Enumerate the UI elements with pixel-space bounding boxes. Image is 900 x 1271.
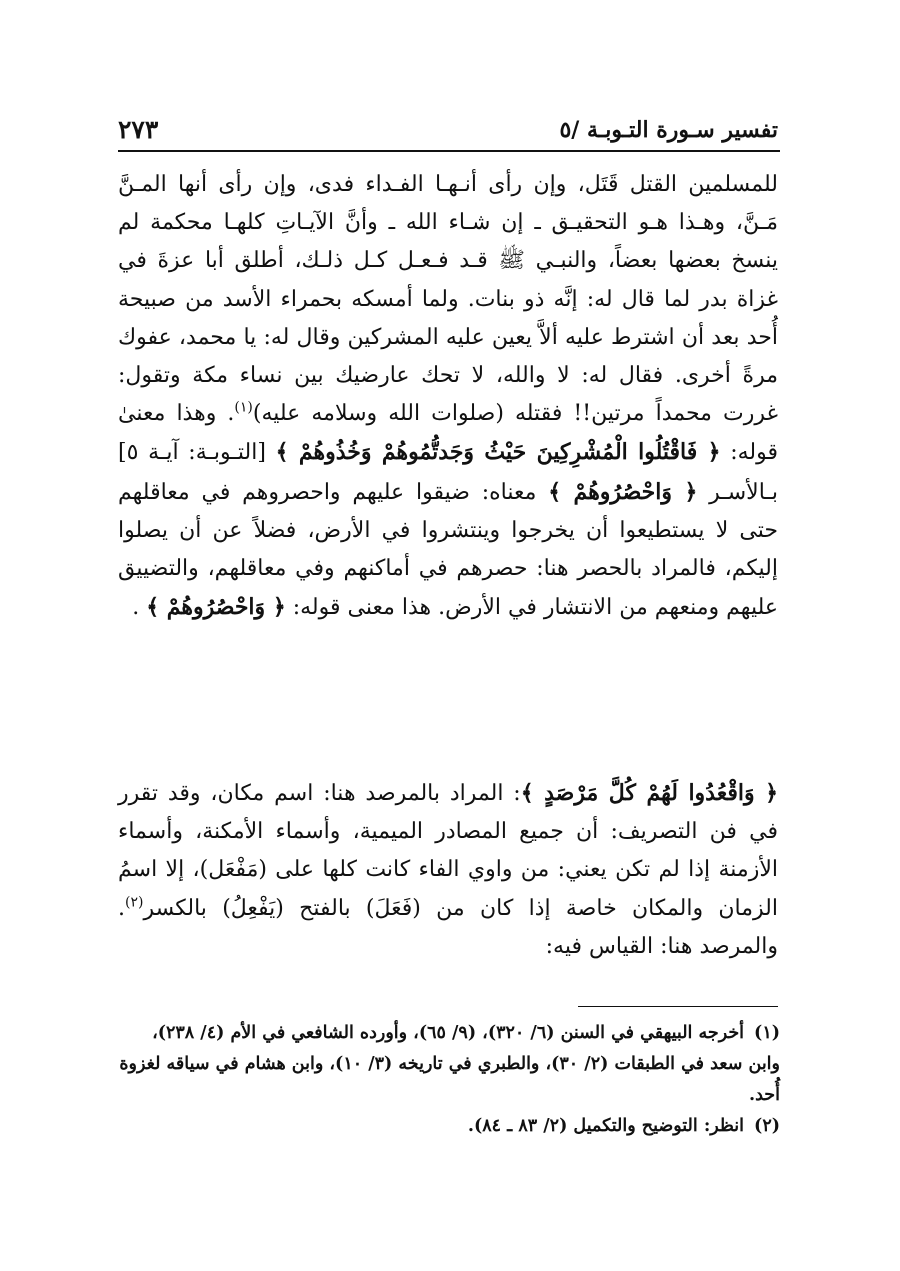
verse-reference: [التـوبـة: آيـة ٥] بـالأسـر [118, 440, 778, 505]
footnotes [118, 1018, 780, 1142]
running-title: تفسير سـورة التـوبـة /٥ [559, 117, 778, 143]
paragraph-1-explanation: معناه: ضيقوا عليهم واحصروهم في معاقلهم حتى لا يستطيعوا أن يخرجوا وينتشروا في الأرض، فضلاً عن أن يصلوا إليكم، فالمراد بالحصر هنا: حصرهم في أماكنهم وفي معاقلهم، والتضييق عليهم ومنعهم من الانتشار في الأرض. هذا معنى قوله: [118, 479, 778, 621]
quran-verse-3: ﴿ وَاحْصُرُوهُمْ ﴾ [146, 594, 286, 621]
paragraph-1-text [118, 166, 778, 627]
paragraph-1-end: . [132, 595, 147, 621]
paragraph-2 [118, 774, 778, 966]
footnote-separator [578, 1006, 778, 1007]
footnote-1 [118, 1018, 780, 1111]
paragraph-2-explanation: : المراد بالمرصد هنا: اسم مكان، وقد تقرر في فن التصريف: أن جميع المصادر الميمية، وأسماء الأمكنة، وأسماء الأزمنة إذا لم تكن يعني: من واوي الفاء كانت كلها على (مَفْعَل)، إلا اسمُ الزمان والمكان خاصة إذا كان من (فَعَلَ) بالفتح (يَفْعِلُ) بالكسر [118, 781, 778, 921]
quran-verse-2: ﴿ وَاحْصُرُوهُمْ ﴾ [548, 478, 698, 505]
paragraph-2-end: . والمرصد هنا: القياس فيه: [118, 895, 778, 959]
quran-verse-1: ﴿ فَاقْتُلُوا الْمُشْرِكِينَ حَيْثُ وَجَدتُّمُوهُمْ وَخُذُوهُمْ ﴾ [275, 439, 721, 466]
paragraph-1 [118, 166, 778, 627]
footnote-marker-1: (١) [234, 399, 253, 416]
page-number: ٢٧٣ [118, 115, 159, 144]
footnote-number: (٢) [754, 1116, 780, 1136]
header-rule [118, 150, 780, 152]
paragraph-1-start: للمسلمين القتل قَتَل، وإن رأى أنـهـا الفـداء فدى، وإن رأى أنها المـنَّ مَـنَّ، وهـذا هـو التحقيـق ـ إن شـاء الله ـ وأنَّ الآيـاتِ كلهـا محكمة لم ينسخ بعضها بعضاً، والنبـي ﷺ قـد فـعـل كـل ذلـك، أطلق أبا عزةَ في غزاة بدر لما قال له: إنَّه ذو بنات. ولما أمسكه بحمراء الأسد من صبيحة أُحد بعد أن اشترط عليه ألاَّ يعين عليه المشركين وقال له: يا محمد، عفوك مرةً أخرى. فقال له: لا والله، لا تحك عارضيك بين نساء مكة وتقول: غررت محمداً مرتين!! فقتله (صلوات الله وسلامه عليه) [118, 172, 778, 427]
footnote-text: أخرجه البيهقي في السنن (٦/ ٣٢٠)، (٩/ ٦٥)، وأورده الشافعي في الأم (٤/ ٢٣٨)، وابن سعد في الطبقات (٢/ ٣٠)، والطبري في تاريخه (٣/ ١٠)، وابن هشام في سياقه لغزوة أُحد. [119, 1023, 780, 1105]
footnote-marker-2: (٢) [125, 894, 144, 911]
footnote-2 [118, 1111, 780, 1142]
paragraph-2-text [118, 774, 778, 966]
page-header [118, 110, 778, 150]
quran-verse-4: ﴿ وَاقْعُدُوا لَهُمْ كُلَّ مَرْصَدٍ ﴾ [520, 780, 779, 806]
footnote-text: انظر: التوضيح والتكميل (٢/ ٨٣ ـ ٨٤). [467, 1116, 745, 1136]
footnote-number: (١) [754, 1023, 780, 1043]
paragraph-1-lead-in: . وهذا معنىٰ قوله: [118, 401, 778, 466]
